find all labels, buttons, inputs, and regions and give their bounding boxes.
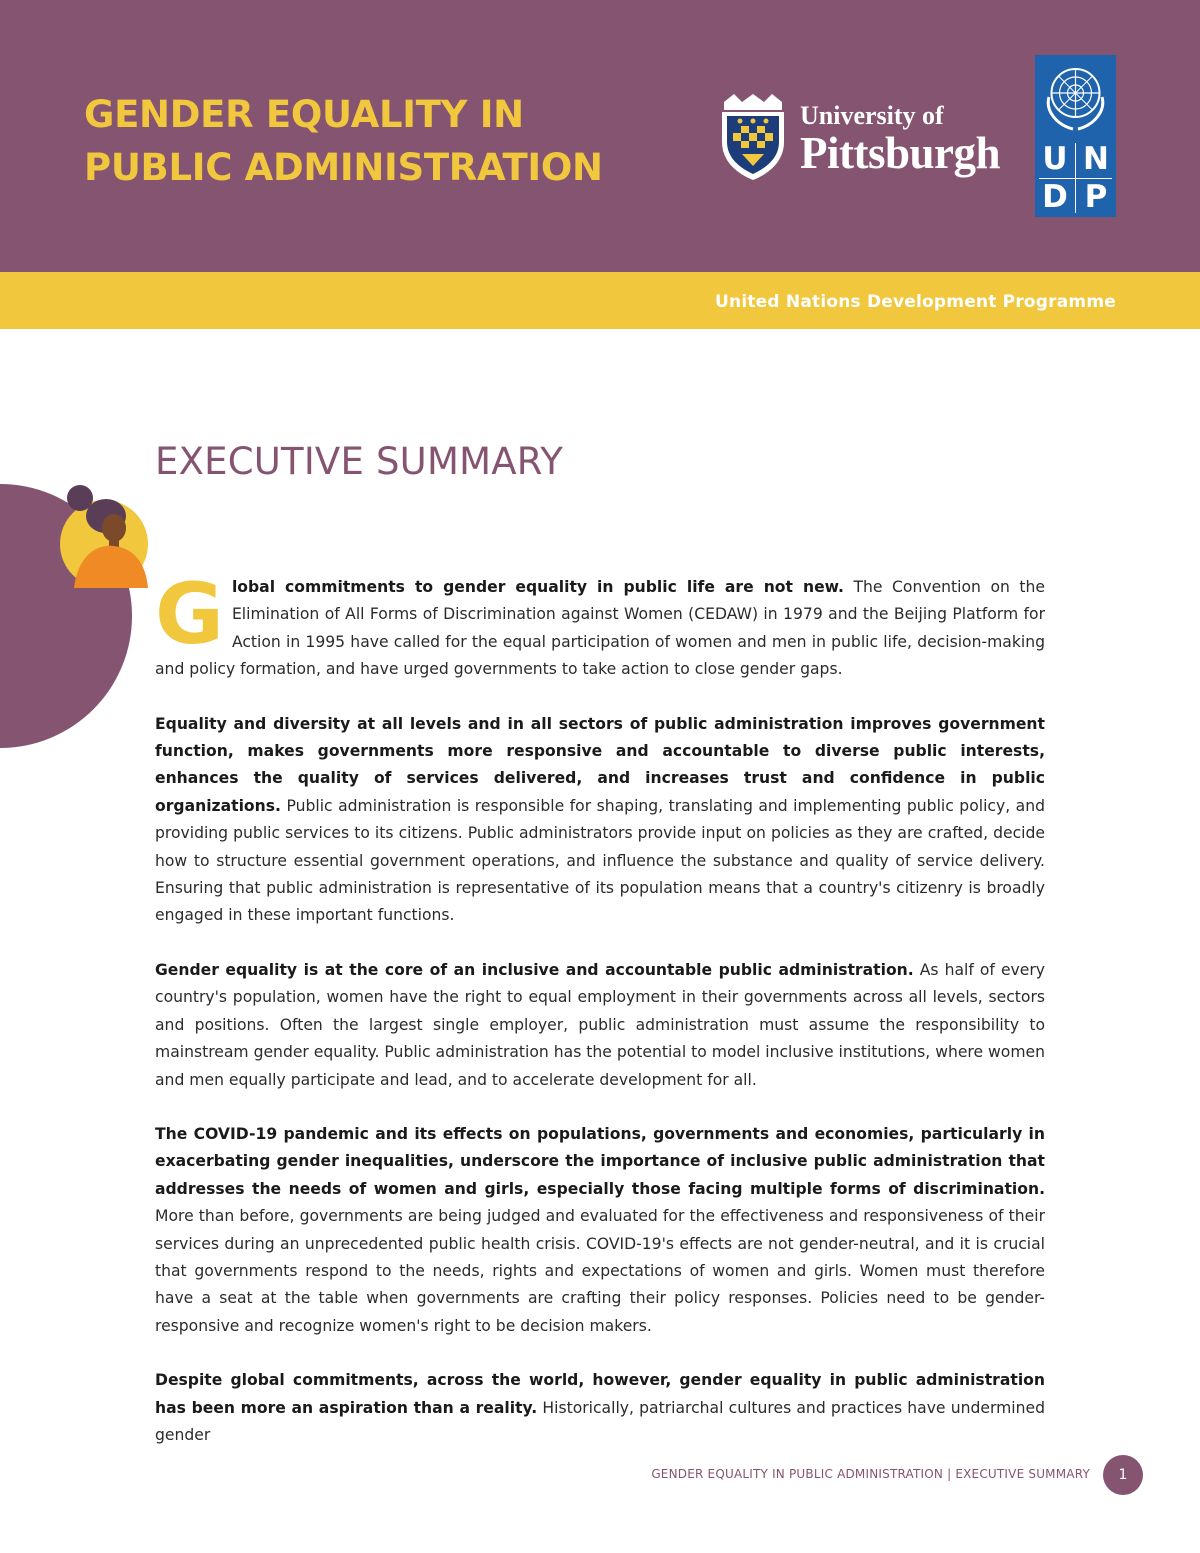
- paragraph: [155, 565, 1045, 684]
- page-number-badge: 1: [1103, 1455, 1143, 1495]
- paragraph-lead: Gender equality is at the core of an inclusive and accountable public administration.: [155, 960, 914, 979]
- section-title: EXECUTIVE SUMMARY: [155, 440, 564, 483]
- undp-divider-horizontal: [1039, 178, 1112, 179]
- woman-portrait-illustration: [52, 478, 152, 588]
- pitt-wordmark: [800, 102, 1000, 176]
- page-footer: GENDER EQUALITY IN PUBLIC ADMINISTRATION | EXECUTIVE SUMMARY: [651, 1467, 1090, 1481]
- paragraph-text: Historically, patriarchal cultures and practices have undermined gender: [155, 1398, 1046, 1444]
- undp-letter-p: P: [1084, 179, 1108, 215]
- paragraph-text: As half of every country's population, women have the right to equal employment in their governments across all levels, sectors and positions. Often the largest single employer, public administration must assume the responsibility to mainstream gender equality. Public administration has the potential to model inclusive institutions, where women and men equally participate and lead, and to accelerate development for all.: [155, 960, 1046, 1089]
- title-line-1: GENDER EQUALITY IN: [84, 93, 524, 136]
- paragraph: [155, 1367, 1045, 1449]
- un-emblem-icon: [1043, 63, 1108, 131]
- organization-name: United Nations Development Programme: [715, 292, 1116, 312]
- organization-band: [0, 272, 1200, 329]
- pitt-shield-icon: [718, 92, 788, 182]
- drop-cap: G: [155, 565, 224, 663]
- document-title: [84, 88, 603, 194]
- undp-letter-u: U: [1042, 141, 1068, 177]
- paragraph-text: More than before, governments are being judged and evaluated for the effectiveness and responsiveness of their services during an unprecedented public health crisis. COVID-19's effects are not gender-neutral, and it is crucial that governments respond to the needs, rights and expectations of women and girls. Women must therefore have a seat at the table when governments are crafting their policy responses. Policies need to be gender-responsive and recognize women's right to be decision makers.: [155, 1207, 1045, 1335]
- header-banner: [0, 0, 1200, 272]
- undp-letter-grid: [1035, 139, 1116, 217]
- paragraph-text: The Convention on the Elimination of All Forms of Discrimination against Women (CEDAW) in 1979 and the Beijing Platform for Action in 1995 have called for the equal participation of women and men in public life, decision-making and policy formation, and have urged governments to take action to close gender gaps.: [155, 578, 1045, 679]
- paragraph-lead: Despite global commitments, across the world, however, gender equality in public administration has been more an aspiration than a reality.: [155, 1371, 1045, 1417]
- paragraph-lead: Equality and diversity at all levels and in all sectors of public administration improves government function, makes governments more responsive and accountable to diverse public interests, enhances the quality of services delivered, and increases trust and confidence in public organizations.: [155, 714, 1045, 815]
- paragraph: [155, 1121, 1045, 1340]
- paragraph: [155, 957, 1045, 1094]
- paragraph-lead: lobal commitments to gender equality in public life are not new.: [231, 578, 844, 596]
- paragraph-text: Public administration is responsible for shaping, translating and implementing public policy, and providing public services to its citizens. Public administrators provide input on policies as they are crafted, decide how to structure essential government operations, and influence the substance and quality of service delivery. Ensuring that public administration is representative of its population means that a country's citizenry is broadly engaged in these important functions.: [155, 796, 1045, 925]
- undp-letter-d: D: [1042, 179, 1068, 215]
- pitt-wordmark-line-2: Pittsburgh: [800, 128, 1001, 178]
- undp-logo: [1035, 55, 1116, 217]
- summary-body: [155, 565, 1046, 1476]
- paragraph: [155, 711, 1045, 930]
- pitt-wordmark-line-1: University of: [800, 101, 944, 130]
- undp-letter-n: N: [1083, 141, 1109, 177]
- paragraph-lead: The COVID-19 pandemic and its effects on populations, governments and economies, particularly in exacerbating gender inequalities, underscore the importance of inclusive public administration that addresses the needs of women and girls, especially those facing multiple forms of discrimination.: [155, 1124, 1045, 1198]
- university-of-pittsburgh-logo: [718, 92, 1001, 184]
- title-line-2: PUBLIC ADMINISTRATION: [84, 146, 603, 189]
